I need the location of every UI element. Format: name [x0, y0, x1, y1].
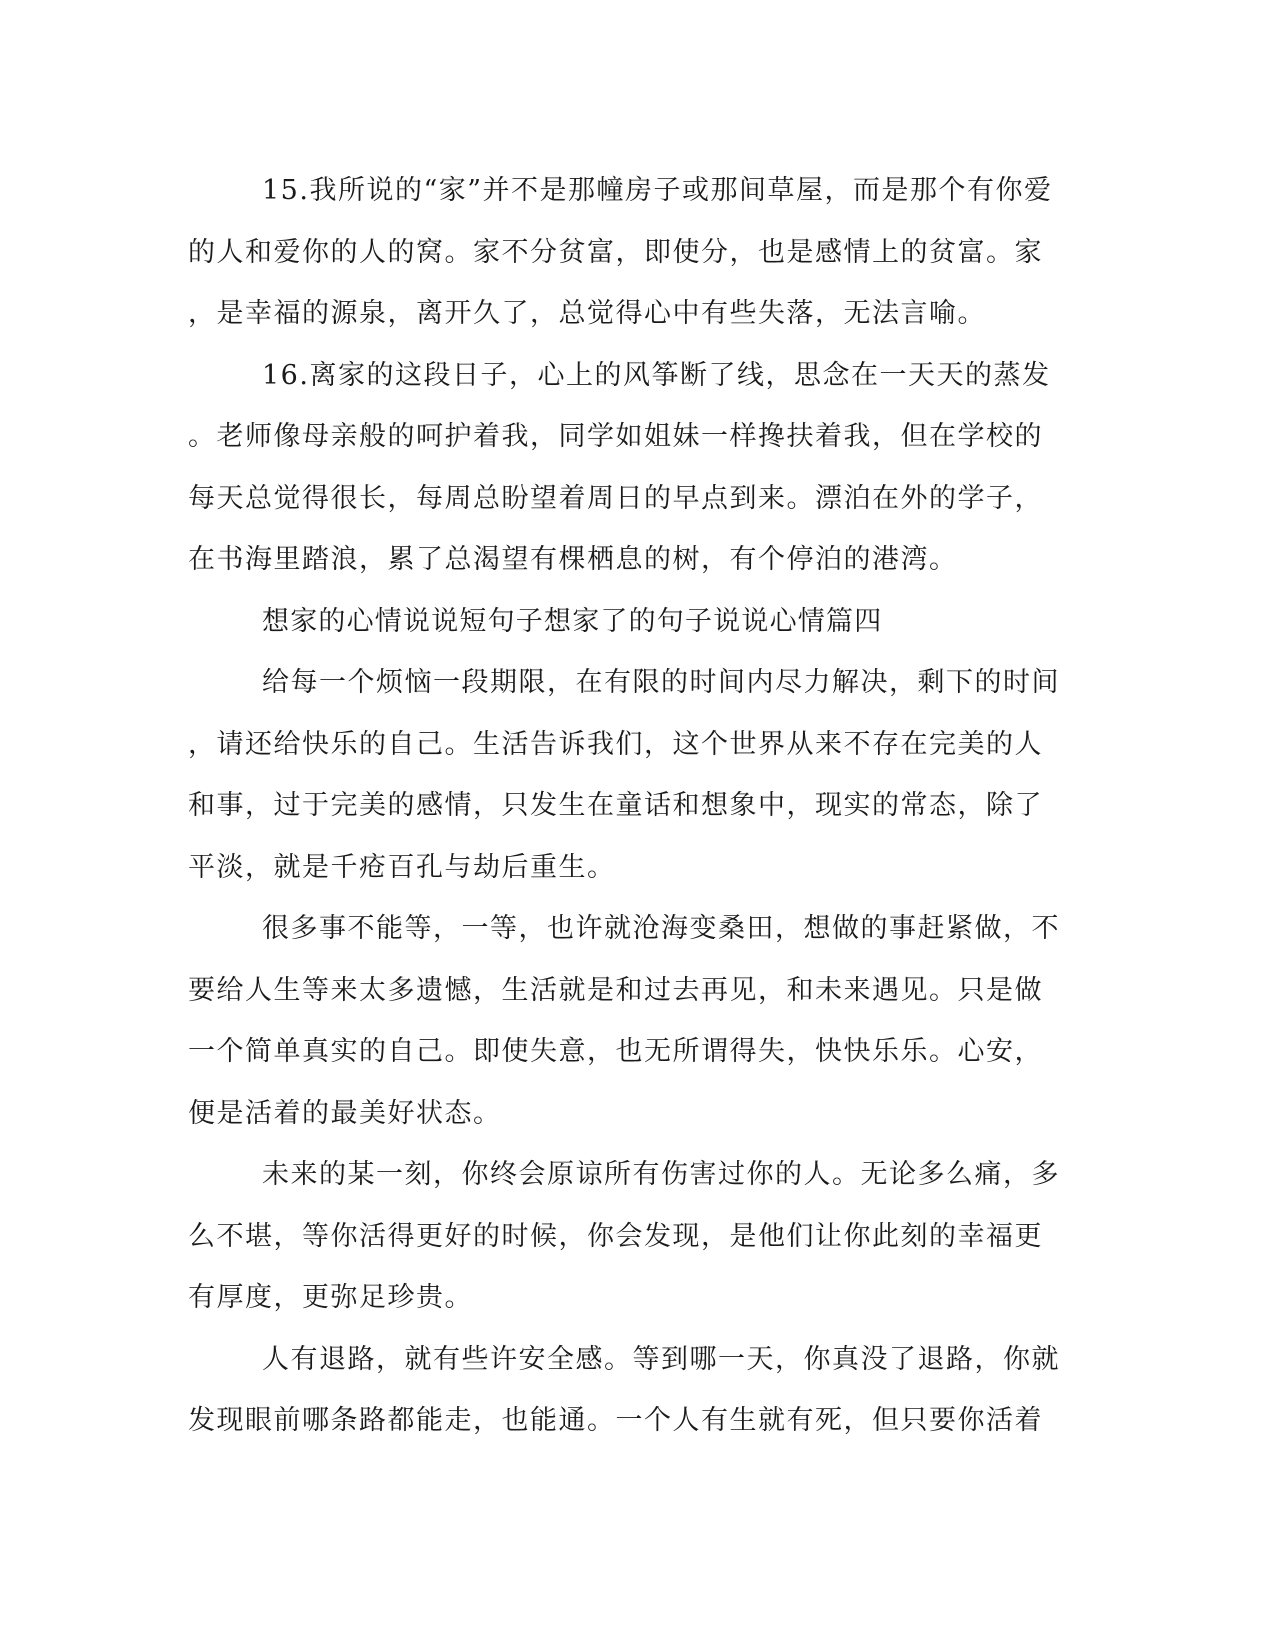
document-body: [188, 160, 1068, 1452]
paragraph-worry-deadline: 给每一个烦恼一段期限，在有限的时间内尽力解决，剩下的时间，请还给快乐的自己。生活告诉我们，这个世界从来不存在完美的人和事，过于完美的感情，只发生在童话和想象中，现实的常态，除了平淡，就是千疮百孔与劫后重生。: [188, 667, 1060, 883]
paragraph-no-retreat: 人有退路，就有些许安全感。等到哪一天，你真没了退路，你就发现眼前哪条路都能走，也能通。一个人有生就有死，但只要你活着: [188, 1343, 1060, 1436]
paragraph-16: 16.离家的这段日子，心上的风筝断了线，思念在一天天的蒸发。老师像母亲般的呵护着我，同学如姐妹一样搀扶着我，但在学校的每天总觉得很长，每周总盼望着周日的早点到来。漂泊在外的学子，在书海里踏浪，累了总渴望有棵栖息的树，有个停泊的港湾。: [188, 359, 1051, 575]
paragraph-forgive: 未来的某一刻，你终会原谅所有伤害过你的人。无论多么痛，多么不堪，等你活得更好的时候，你会发现，是他们让你此刻的幸福更有厚度，更弥足珍贵。: [188, 1159, 1060, 1313]
paragraph-dont-wait: 很多事不能等，一等，也许就沧海变桑田，想做的事赶紧做，不要给人生等来太多遗憾，生活就是和过去再见，和未来遇见。只是做一个简单真实的自己。即使失意，也无所谓得失，快快乐乐。心安，便是活着的最美好状态。: [188, 913, 1060, 1129]
paragraph-15: 15.我所说的“家”并不是那幢房子或那间草屋，而是那个有你爱的人和爱你的人的窝。家不分贫富，即使分，也是感情上的贫富。家，是幸福的源泉，离开久了，总觉得心中有些失落，无法言喻。: [188, 175, 1053, 329]
section-heading: 想家的心情说说短句子想家了的句子说说心情篇四: [262, 605, 883, 637]
